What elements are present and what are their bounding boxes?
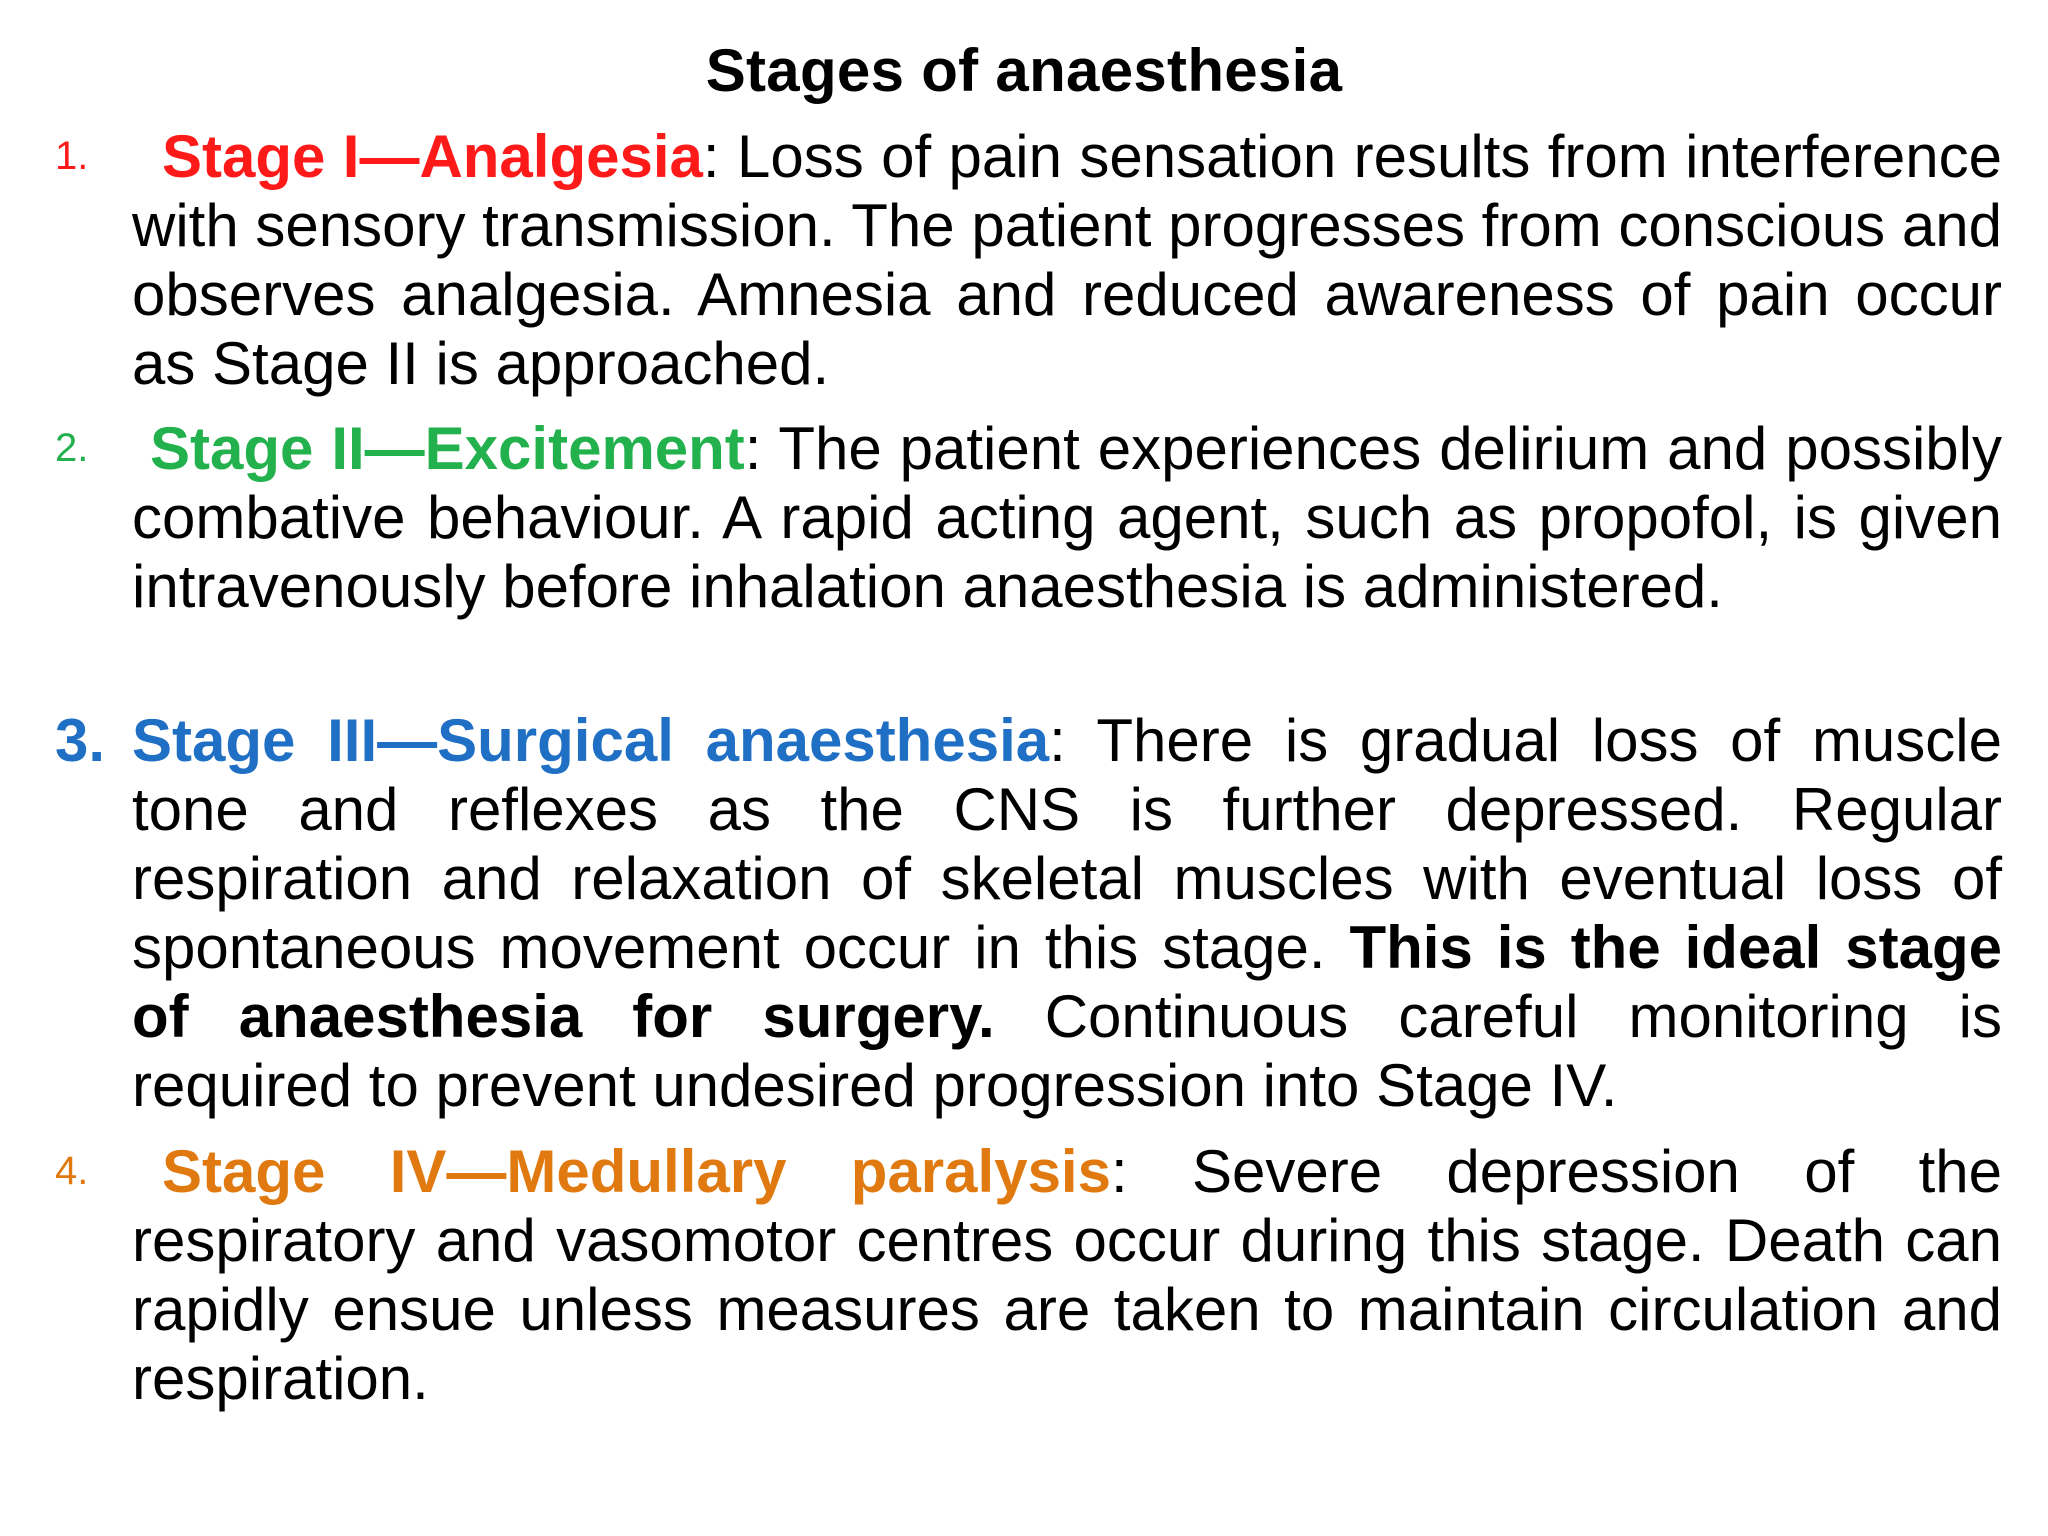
stage-heading-2: Stage II—Excitement: [150, 415, 745, 482]
stage-number-1: 1.: [55, 134, 89, 178]
stage-text-4: Severe depression of the respiratory and vasomotor centres occur during this stage. Death can rapidly ensue unless measures are taken to maintain circulation and respiration.: [132, 1138, 2002, 1412]
slide-title: Stages of anaesthesia: [705, 37, 1343, 104]
stage-heading-4: Stage IV—Medullary paralysis: [162, 1138, 1111, 1205]
stage-body-4: [132, 1137, 2002, 1413]
stage-colon-1: :: [702, 123, 720, 190]
stage-heading-1: Stage I—Analgesia: [162, 123, 703, 190]
stage-number-2: 2.: [55, 426, 89, 470]
stage-colon-2: :: [744, 415, 762, 482]
stage-number-3: 3.: [55, 707, 106, 774]
stage-body-1: [132, 122, 2002, 398]
stage-colon-4: :: [1110, 1138, 1128, 1205]
stage-text-3: There is gradual loss of muscle tone and reflexes as the CNS is further depressed. Regular respiration and relaxation of skeletal muscles with eventual loss of spontaneous movement occur in this stage.: [132, 707, 2002, 981]
stage-text-after-3: Continuous careful monitoring is required to prevent undesired progression into Stage IV.: [132, 983, 2002, 1119]
stage-text-2: The patient experiences delirium and possibly combative behaviour. A rapid acting agent, such as propofol, is given intravenously before inhalation anaesthesia is administered.: [132, 415, 2002, 620]
stage-colon-3: :: [1049, 707, 1066, 774]
stage-body-3: [132, 706, 2002, 1120]
stage-heading-3: Stage III—Surgical anaesthesia: [132, 707, 1050, 774]
stage-number-4: 4.: [55, 1149, 89, 1193]
stage-emphasis-3: This is the ideal stage of anaesthesia for surgery.: [132, 914, 2003, 1050]
stage-text-1: Loss of pain sensation results from interference with sensory transmission. The patient progresses from conscious and observes analgesia. Amnesia and reduced awareness of pain occur as Stage II is approached.: [132, 123, 2002, 397]
stage-body-2: [132, 414, 2002, 621]
